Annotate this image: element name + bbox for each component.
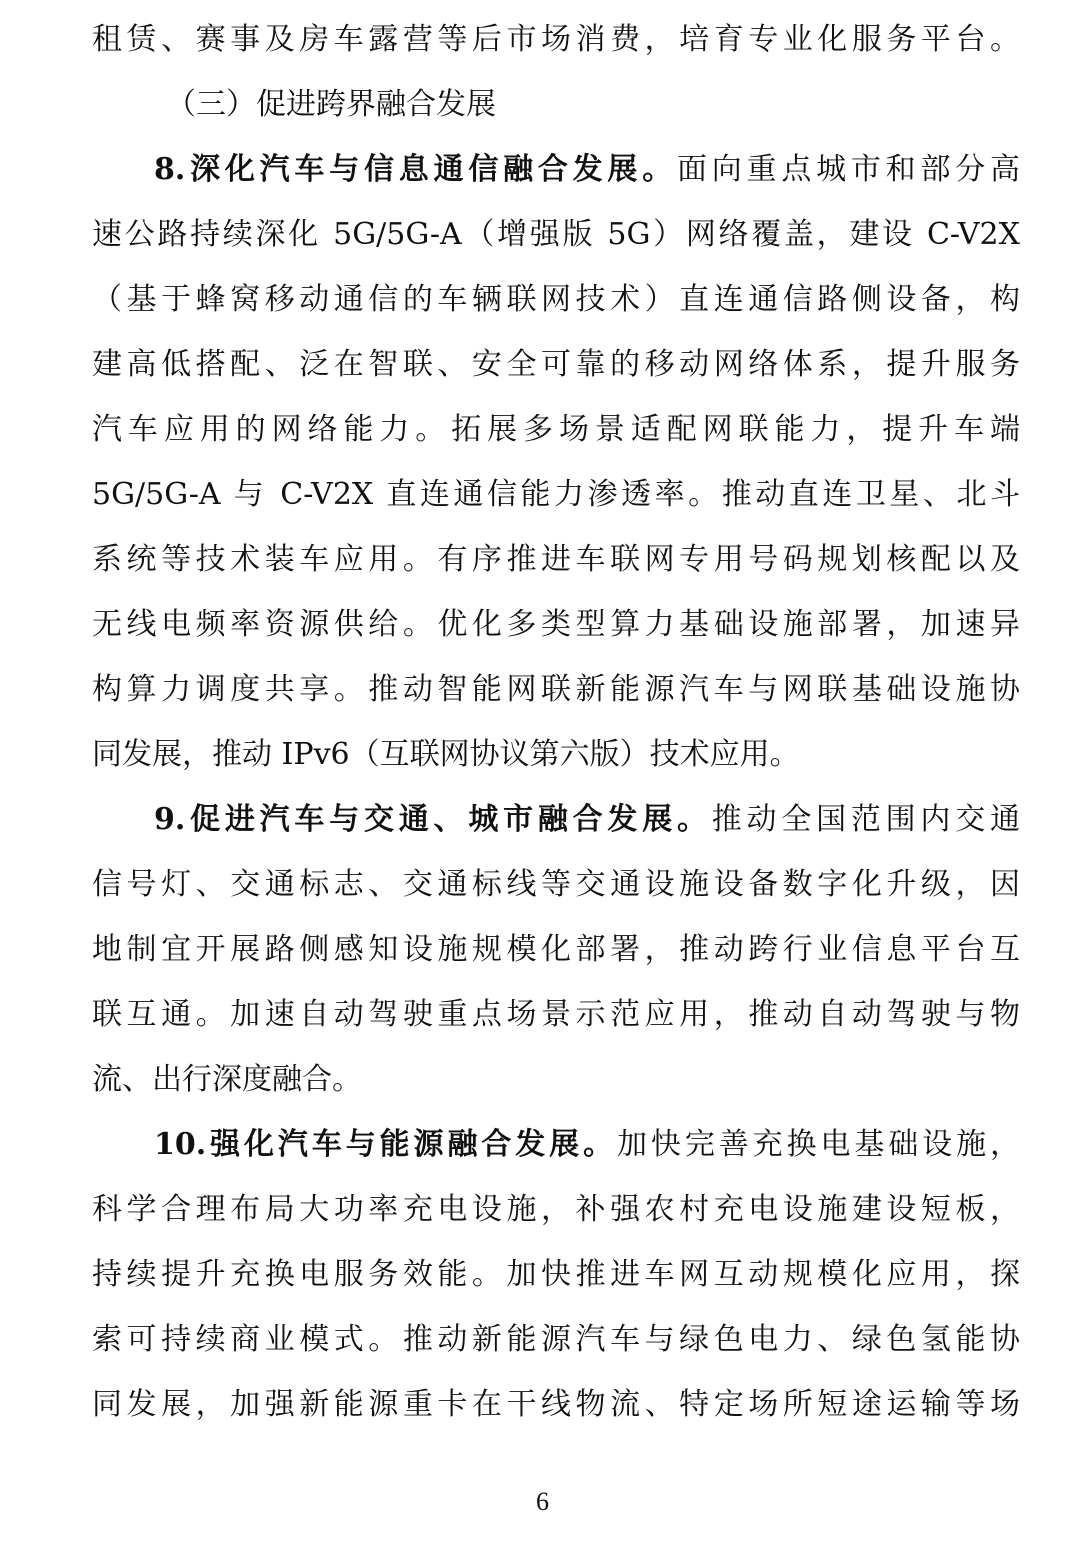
text-line-11: 构算力调度共享。推动智能网联新能源汽车与网联基础设施协 xyxy=(92,672,1020,707)
text-line-21: 索可持续商业模式。推动新能源汽车与绿色电力、绿色氢能协 xyxy=(92,1322,1020,1357)
item-10-heading: 10.强化汽车与能源融合发展。 xyxy=(154,1127,617,1162)
text-line-22: 同发展，加强新能源重卡在干线物流、特定场所短途运输等场 xyxy=(92,1387,1020,1422)
text-line-6: 建高低搭配、泛在智联、安全可靠的移动网络体系，提升服务 xyxy=(92,347,1020,382)
text-line-7: 汽车应用的网络能力。拓展多场景适配网联能力，提升车端 xyxy=(92,412,1020,447)
text-line-8: 5G/5G-A 与 C-V2X 直连通信能力渗透率。推动直连卫星、北斗 xyxy=(92,477,1020,512)
text-line-5: （基于蜂窝移动通信的车辆联网技术）直连通信路侧设备，构 xyxy=(92,282,1020,317)
item-8-heading: 8.深化汽车与信息通信融合发展。 xyxy=(154,152,677,187)
section-heading: （三）促进跨界融合发展 xyxy=(166,87,496,122)
text-line-10: 无线电频率资源供给。优化多类型算力基础设施部署，加速异 xyxy=(92,607,1020,642)
text-line-15: 地制宜开展路侧感知设施规模化部署，推动跨行业信息平台互 xyxy=(92,932,1020,967)
page-number: 6 xyxy=(536,1487,549,1516)
text-line-12: 同发展，推动 IPv6（互联网协议第六版）技术应用。 xyxy=(92,737,800,772)
item-9-heading: 9.促进汽车与交通、城市融合发展。 xyxy=(154,802,712,837)
text-line-19: 科学合理布局大功率充电设施，补强农村充电设施建设短板， xyxy=(92,1192,1020,1227)
text-line-1: 租赁、赛事及房车露营等后市场消费，培育专业化服务平台。 xyxy=(92,22,1020,57)
text-line-9: 系统等技术装车应用。有序推进车联网专用号码规划核配以及 xyxy=(92,542,1020,577)
text-line-16: 联互通。加速自动驾驶重点场景示范应用，推动自动驾驶与物 xyxy=(92,997,1020,1032)
item-9-first-line: 9.促进汽车与交通、城市融合发展。推动全国范围内交通 xyxy=(154,802,1020,837)
item-10-first-line: 10.强化汽车与能源融合发展。加快完善充换电基础设施， xyxy=(154,1127,1020,1162)
text-line-20: 持续提升充换电服务效能。加快推进车网互动规模化应用，探 xyxy=(92,1257,1020,1292)
text-line-14: 信号灯、交通标志、交通标线等交通设施设备数字化升级，因 xyxy=(92,867,1020,902)
text-line-17: 流、出行深度融合。 xyxy=(92,1062,362,1097)
text-line-4: 速公路持续深化 5G/5G-A（增强版 5G）网络覆盖，建设 C-V2X xyxy=(92,217,1020,252)
item-8-first-line: 8.深化汽车与信息通信融合发展。面向重点城市和部分高 xyxy=(154,152,1020,187)
